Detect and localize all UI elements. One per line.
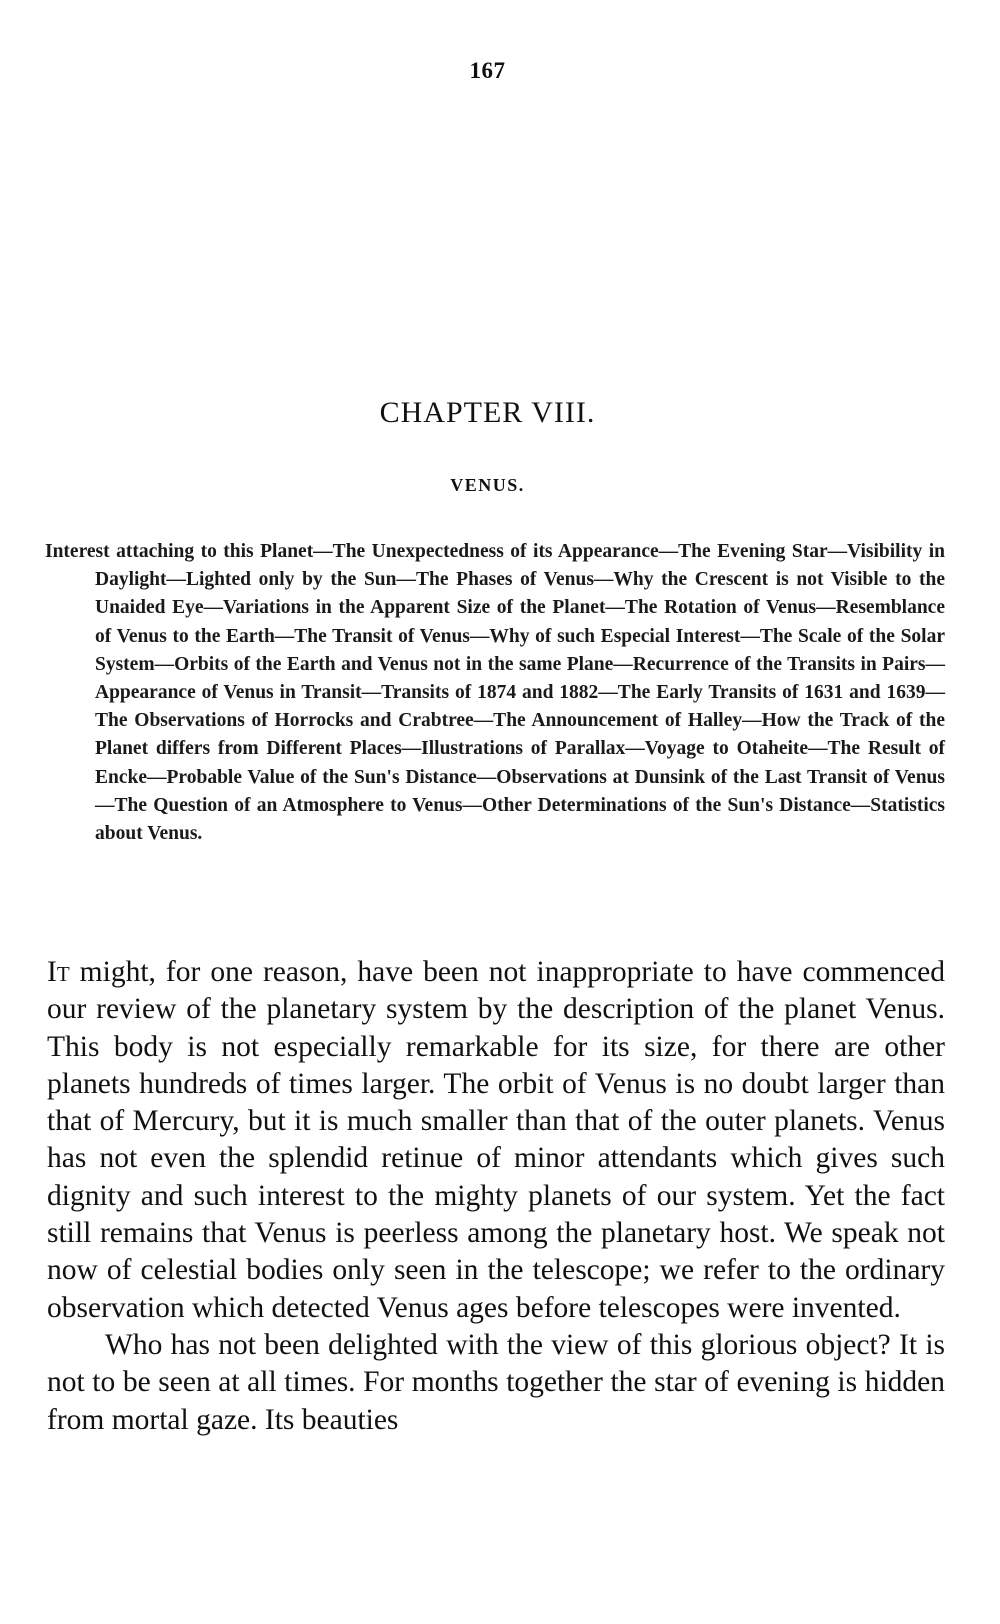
- chapter-synopsis: Interest attaching to this Planet—The Unexpectedness of its Appearance—The Evening Star—Visibility in Daylight—Lighted only by the Sun—The Phases of Venus—Why the Crescent is not Visible to the Unaided Eye—Variations in the Apparent Size of the Planet—The Rotation of Venus—Resemblance of Venus to the Earth—The Transit of Venus—Why of such Especial Interest—The Scale of the Solar System—Orbits of the Earth and Venus not in the same Plane—Recurrence of the Transits in Pairs—Appearance of Venus in Transit—Transits of 1874 and 1882—The Early Transits of 1631 and 1639—The Observations of Horrocks and Crabtree—The Announcement of Halley—How the Track of the Planet differs from Different Places—Illustrations of Parallax—Voyage to Otaheite—The Result of Encke—Probable Value of the Sun's Distance—Observations at Dunsink of the Last Transit of Venus—The Question of an Atmosphere to Venus—Other Determinations of the Sun's Distance—Statistics about Venus.: [45, 541, 945, 845]
- paragraph-1: [47, 954, 945, 1327]
- paragraph-1-lead: It: [47, 956, 70, 988]
- paragraph-2: Who has not been delighted with the view of this glorious object? It is not to be seen at all times. For months together the star of evening is hidden from mortal gaze. Its beauties: [47, 1328, 945, 1436]
- chapter-subject: VENUS.: [450, 475, 525, 495]
- chapter-title: CHAPTER VIII.: [379, 396, 596, 429]
- paragraph-1-text: might, for one reason, have been not inappropriate to have commenced our review of the planetary system by the description of the planet Venus. This body is not especially remarkable for its size, for there are other planets hundreds of times larger. The orbit of Venus is no doubt larger than that of Mercury, but it is much smaller than that of the outer planets. Venus has not even the splendid retinue of minor attendants which gives such dignity and such interest to the mighty planets of our system. Yet the fact still remains that Venus is peerless among the planetary host. We speak not now of celestial bodies only seen in the telescope; we refer to the ordinary observation which detected Venus ages before telescopes were invented.: [47, 956, 945, 1324]
- body-text: [47, 954, 945, 1439]
- page-number: 167: [469, 58, 506, 83]
